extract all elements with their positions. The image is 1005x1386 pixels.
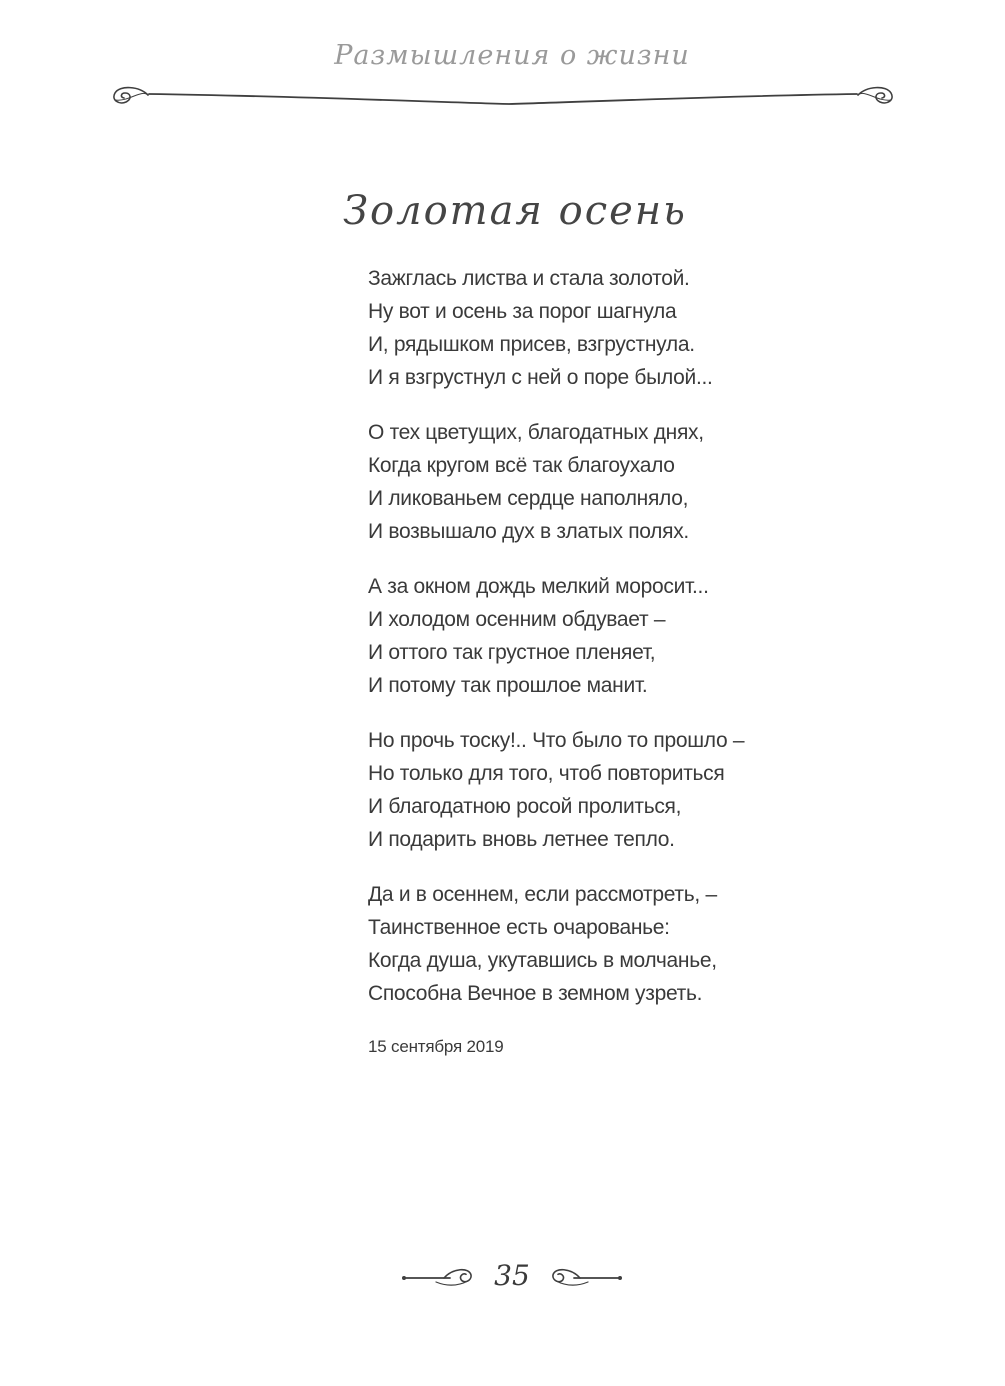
poem-line: О тех цветущих, благодатных днях, [368,421,704,444]
poem-title: Золотая осень [343,188,687,234]
poem-line: И холодом осенним обдувает – [368,608,666,631]
footer-flourish-right-icon [544,1262,624,1294]
header-swirl-left-icon [114,88,148,103]
poem-line: А за окном дождь мелкий моросит... [368,575,709,598]
poem-line: И я взгрустнул с ней о поре былой... [368,366,713,389]
poem-date: 15 сентября 2019 [368,1037,504,1056]
page-footer [0,1259,1005,1294]
stanza [368,570,798,702]
poem-line: Ну вот и осень за порог шагнула [368,300,677,323]
stanza [368,724,798,856]
head-divider-rule [103,84,903,114]
poem-line: Но только для того, чтоб повториться [368,762,725,785]
header-swirl-right-icon [858,88,892,103]
footer-flourish-left-icon [400,1262,480,1294]
poem-line: Способна Вечное в земном узреть. [368,982,703,1005]
poem-line: И потому так прошлое манит. [368,674,648,697]
poem-line: И подарить вновь летнее тепло. [368,828,675,851]
poem-line: И благодатною росой пролиться, [368,795,682,818]
poem-line: И, рядышком присев, взгрустнула. [368,333,695,356]
poem-line: И оттого так грустное пленяет, [368,641,656,664]
stanza [368,878,798,1010]
poem-line: И ликованьем сердце наполняло, [368,487,689,510]
poem-stanzas [368,262,798,1010]
stanza [368,416,798,548]
header-rule-line [149,94,857,104]
poem-line: Но прочь тоску!.. Что было то прошло – [368,729,745,752]
running-head-title: Размышления о жизни [334,40,690,71]
poem-line: Зажглась листва и стала золотой. [368,267,690,290]
poem-line: Таинственное есть очарованье: [368,916,670,939]
poem-line: Когда кругом всё так благоухало [368,454,675,477]
stanza [368,262,798,394]
poem-line: Когда душа, укутавшись в молчанье, [368,949,717,972]
poem-line: И возвышало дух в златых полях. [368,520,689,543]
poem-body [368,262,798,1057]
page-number: 35 [494,1259,530,1292]
poem-line: Да и в осеннем, если рассмотреть, – [368,883,717,906]
